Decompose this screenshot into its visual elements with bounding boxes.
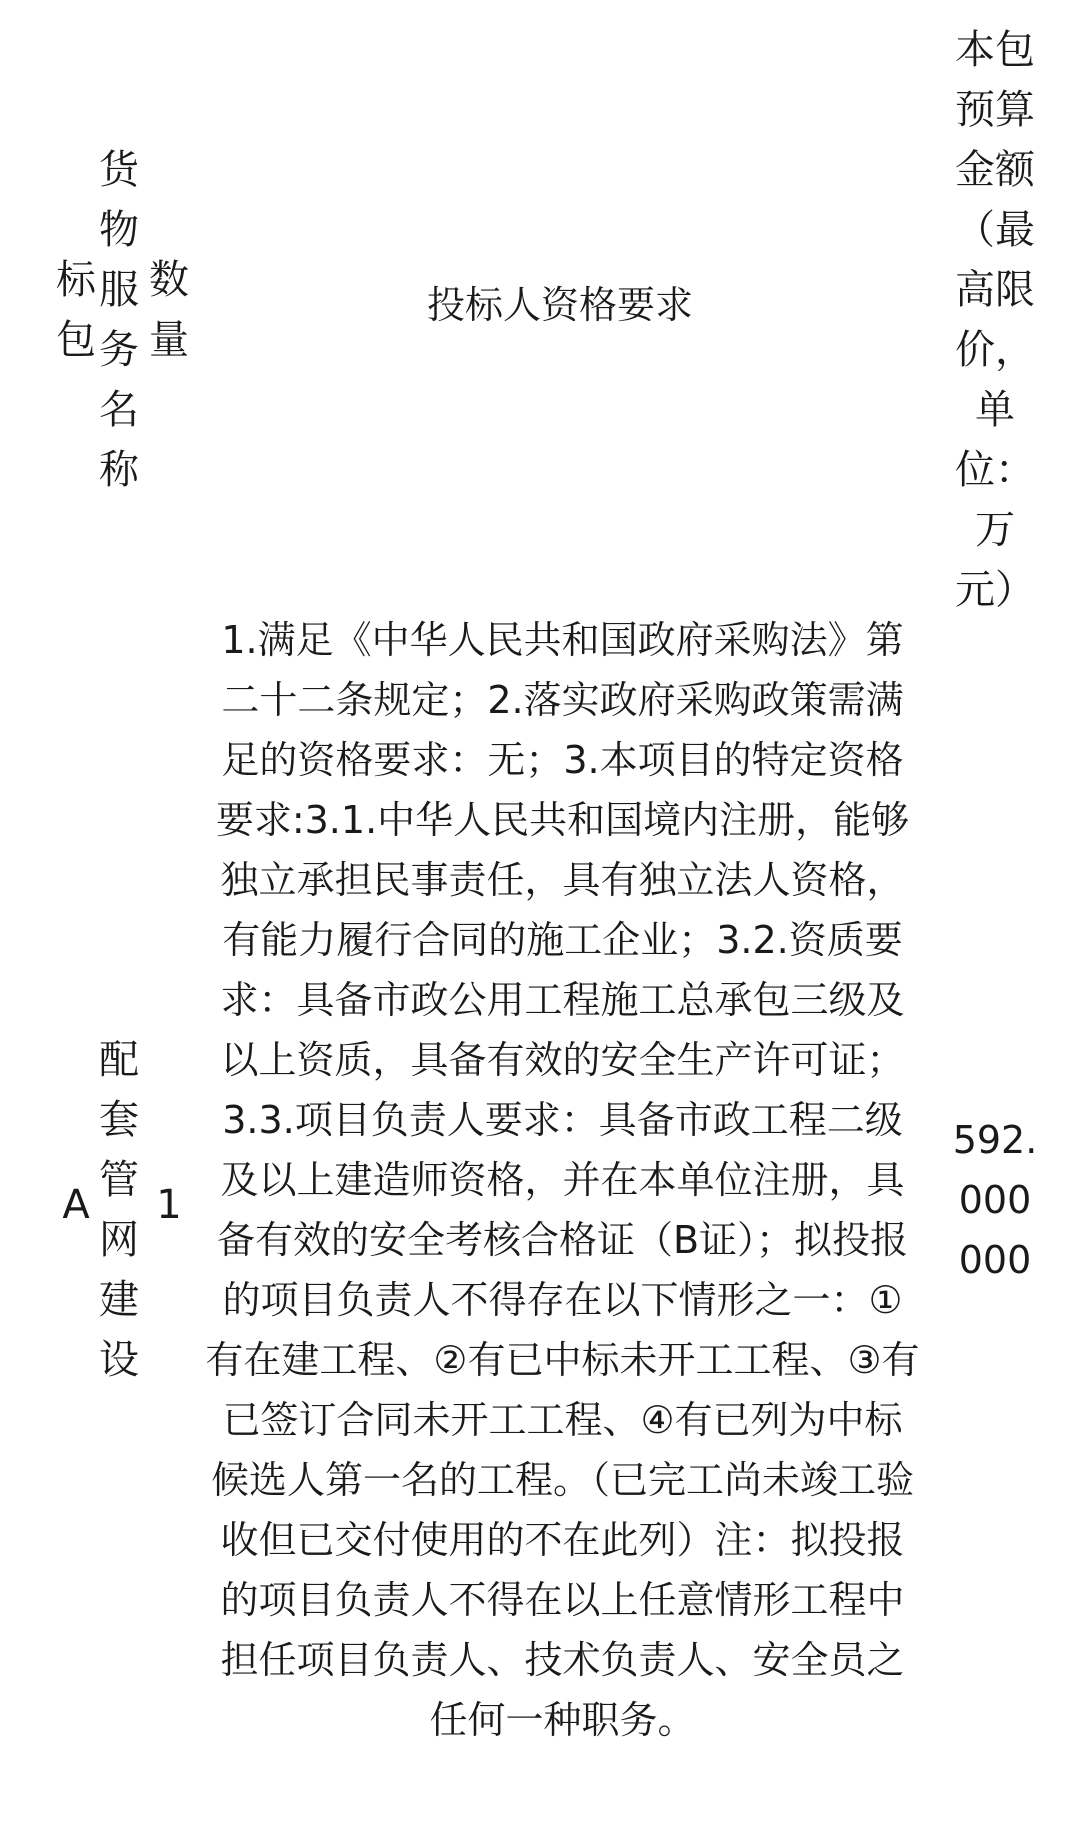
row-budget (925, 1110, 1065, 1290)
header-requirements-label: 投标人资格要求 (426, 283, 693, 327)
row-quantity (138, 1175, 200, 1235)
header-goods-name-label: 货物服务名称 (99, 147, 139, 493)
header-lot-label: 标包 (56, 257, 96, 363)
row-lot-value: A (62, 1182, 90, 1228)
header-quantity (138, 250, 200, 370)
row-goods-name-value: 配套管网建设 (99, 1037, 139, 1383)
header-budget-label: 本包预算金额（最高限价，单位：万元） (955, 27, 1035, 613)
row-quantity-value: 1 (156, 1182, 182, 1228)
header-quantity-label: 数量 (149, 257, 189, 363)
header-budget (925, 20, 1065, 620)
row-budget-value: 592.000000 (952, 1118, 1038, 1282)
row-requirements: 1.满足《中华人民共和国政府采购法》第二十二条规定；2.落实政府采购政策需满足的资格要求：无；3.本项目的特定资格要求:3.1.中华人民共和国境内注册，能够独立承担民事责任，具有独立法人资格，有能力履行合同的施工企业；3.2.资质要求：具备市政公用工程施工总承包三级及以上资质，具备有效的安全生产许可证；3.3.项目负责人要求：具备市政工程二级及以上建造师资格，并在本单位注册，具备有效的安全考核合格证（B证）；拟投报的项目负责人不得存在以下情形之一：①有在建工程、②有已中标未开工工程、③有已签订合同未开工工程、④有已列为中标候选人第一名的工程。（已完工尚未竣工验收但已交付使用的不在此列）注：拟投报的项目负责人不得在以上任意情形工程中担任项目负责人、技术负责人、安全员之任何一种职务。 (205, 618, 920, 1742)
header-requirements (200, 280, 920, 330)
